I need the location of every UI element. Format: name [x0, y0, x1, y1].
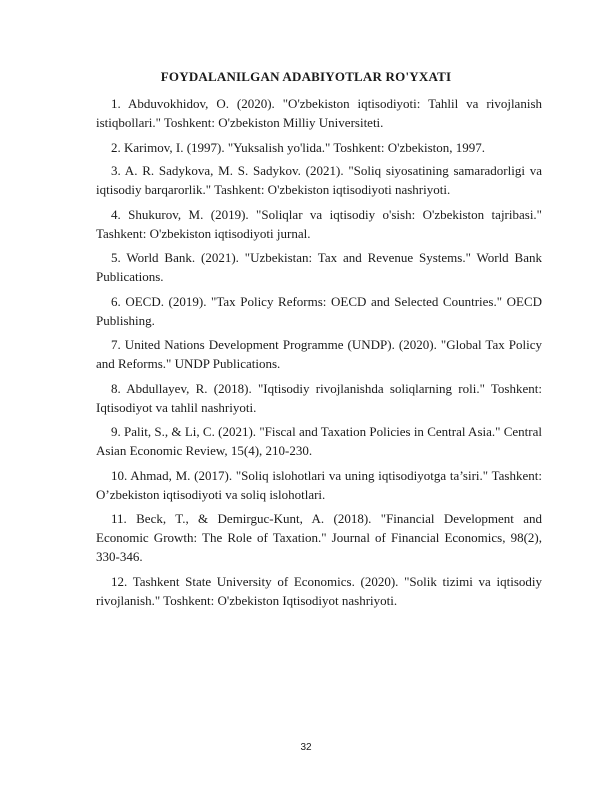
reference-item-1: 1. Abduvokhidov, O. (2020). "O'zbekiston iqtisodiyoti: Tahlil va rivojlanish istiqbollari." Toshkent: O'zbekiston Milliy Universiteti. [96, 96, 542, 130]
bibliography-heading: FOYDALANILGAN ADABIYOTLAR RO'YXATI [160, 69, 452, 84]
reference-item-2: 2. Karimov, I. (1997). "Yuksalish yo'lida." Toshkent: O'zbekiston, 1997. [111, 139, 486, 155]
reference-item-7: 7. United Nations Development Programme (UNDP). (2020). "Global Tax Policy and Reforms." UNDP Publications. [96, 337, 542, 371]
reference-item-8: 8. Abdullayev, R. (2018). "Iqtisodiy rivojlanishda soliqlarning roli." Toshkent: Iqtisodiyot va tahlil nashriyoti. [96, 380, 542, 415]
reference-item-4: 4. Shukurov, M. (2019). "Soliqlar va iqtisodiy o'sish: O'zbekiston tajribasi." Tashkent: O'zbekiston iqtisodiyoti jurnal. [96, 206, 542, 241]
page-number: 32 [300, 742, 312, 753]
reference-list [96, 94, 542, 615]
reference-item-11: 11. Beck, T., & Demirguc-Kunt, A. (2018). "Financial Development and Economic Growth: The Role of Taxation." Journal of Financial Economics, 98(2), 330-346. [96, 511, 542, 564]
reference-item-9: 9. Palit, S., & Li, C. (2021). "Fiscal and Taxation Policies in Central Asia." Central Asian Economic Review, 15(4), 210-230. [96, 424, 542, 458]
reference-item-12: 12. Tashkent State University of Economics. (2020). "Solik tizimi va iqtisodiy rivojlanish." Toshkent: O'zbekiston Iqtisodiyot nashriyoti. [96, 573, 542, 608]
reference-item-6: 6. OECD. (2019). "Tax Policy Reforms: OECD and Selected Countries." OECD Publishing. [96, 293, 542, 328]
reference-item-10: 10. Ahmad, M. (2017). "Soliq islohotlari va uning iqtisodiyotga ta’siri." Tashkent: O’zbekiston iqtisodiyoti va soliq islohotlari. [96, 467, 542, 502]
reference-item-3: 3. A. R. Sadykova, M. S. Sadykov. (2021). "Soliq siyosatining samaradorligi va iqtisodiy barqarorlik." Tashkent: O'zbekiston iqtisodiyoti nashriyoti. [96, 163, 542, 197]
reference-item-5: 5. World Bank. (2021). "Uzbekistan: Tax and Revenue Systems." World Bank Publications. [96, 250, 542, 284]
